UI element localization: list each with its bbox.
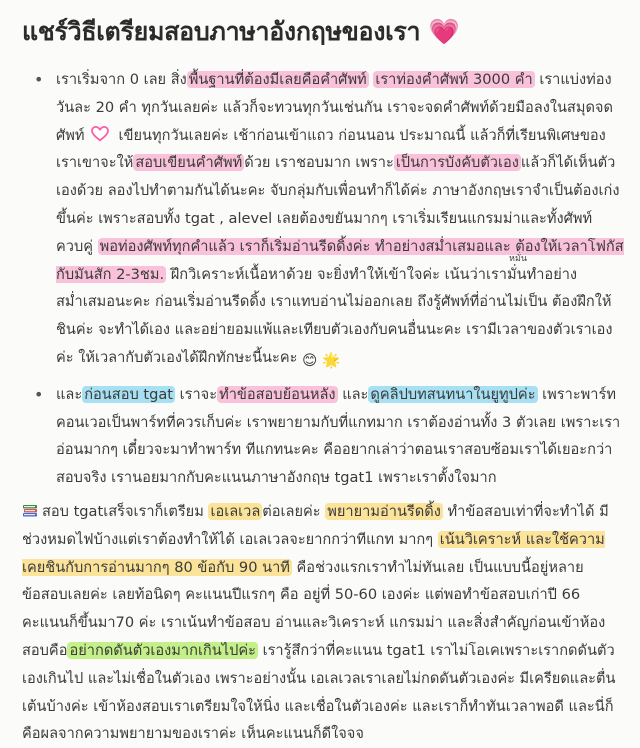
highlight-yellow: เน้นวิเคราะห์ และใช้ความเคยชินกับการอ่านมากๆ 80 ข้อกับ 90 นาที [22, 530, 605, 576]
text-segment: และ [56, 385, 83, 403]
title-text: แชร์วิธีเตรียมสอบภาษาอังกฤษของเรา [22, 17, 421, 46]
heart-outline-icon [91, 126, 109, 142]
highlight-blue: ก่อนสอบ tgat [84, 385, 174, 403]
highlight-blue: ดูคลิปบทสนทนาในยูทูปค่ะ [370, 385, 536, 403]
highlight-pink: พอท่องศัพท์ทุกคำแล้ว เราก็เริ่มอ่านรีดดิ้งค่ะ ทำอย่างสม่ำเสมอและ ต้องให้เวลาโฟกัสกับมันสัก 2-3ชม. [56, 237, 624, 283]
text-segment: เราเริ่มจาก 0 เลย สิ่ง [56, 71, 187, 88]
highlight-pink: เป็นการบังคับตัวเอง [395, 154, 519, 172]
books-emoji-icon [22, 503, 38, 519]
smile-star-emoji-icon: 😊 🌟 [302, 351, 341, 369]
text-segment: เขียนทุกวันเลยค่ะ เช้าก่อนเข้าแถว ก่อนนอน ประมาณนี้ แล้วก็ที่เรียนพิเศษของเราเขาจะให้ [56, 126, 606, 172]
text-segment: ด้วย เราชอบมาก เพราะ [244, 154, 394, 172]
highlight-yellow: เอเลเวล [210, 502, 261, 520]
bullet-item-vocab [56, 66, 624, 375]
highlight-pink: สอบเขียนคำศัพท์ [135, 154, 243, 172]
text-segment: ฝึกวิเคราะห์เนื้อหาด้วย จะยิ่งทำให้เข้าใจค่ะ เน้นว่าเรา [166, 265, 508, 283]
text-segment: ต่อเลยค่ะ [262, 502, 326, 520]
highlight-pink: เราท่องคำศัพท์ 3000 คำ [375, 71, 533, 88]
text-segment: มั่นทำอย่างสม่ำเสมอนะคะ ก่อนเริ่มอ่านรีดดิ้ง เราแทบอ่านไม่ออกเลย ถึงรู้ศัพท์ที่อ่านไม่เป็น ต้องฝึกให้ชินค่ะ จะทำได้เอง และอย่ายอมแพ้และเทียบตัวเองกับคนอื่นนะคะ เรามีเวลาของตัวเราเองค่ะ ให้เวลากับตัวเองได้ฝึกทักษะนี้นะคะ [56, 265, 613, 366]
text-segment: แล้วก็ได้เห็นตัวเองด้วย ลองไปทำตามกันได้นะคะ จับกลุ่มกับเพื่อนทำก็ได้ค่ะ ภาษาอังกฤษเราจำเป็นต้องเก่งขึ้นค่ะ เพราะสอบทั้ง tgat , alevel เลยต้องขยันมากๆ เราเริ่มเรียนแกรมม่าและทั้งศัพท์ควบคู่ [56, 154, 620, 255]
correction-text: หมั่น [509, 253, 528, 264]
post-title [22, 12, 624, 52]
text-segment: สอบ tgatเสร็จเราก็เตรียม [42, 502, 209, 520]
text-segment: เราแบ่งท่องวันละ 20 คำ ทุกวันเลยค่ะ แล้วก็จะทวนทุกวันเช่นกัน เราจะจดคำศัพท์ด้วยมือลงในสมุดจดศัพท์ [56, 71, 613, 144]
text-segment: คือช่วงแรกเราทำไม่ทันเลย เป็นแบบนี้อยู่หลายข้อสอบเลยค่ะ เลยท้อนิดๆ คะแนนปีแรกๆ คือ อยู่ที่ 50-60 เองค่ะ แต่พอทำข้อสอบเก่าปี 66 คะแนนก็ขึ้นมา70 ค่ะ เราเน้นทำข้อสอบ อ่านและวิเคราะห์ แกรมม่า และสิ่งสำคัญก่อนเข้าห้องสอบคือ [22, 558, 606, 659]
heart-emoji-icon: 💗 [420, 17, 460, 46]
text-segment: เรารู้สึกว่าที่คะแนน tgat1 เราไม่โอเคเพราะเรากดดันตัวเองเกินไป และไม่เชื่อในตัวเอง เพราะอย่างนั้น เอเลเวลเราเลยไม่กดดันตัวเองค่ะ มีเครียดและตื่นเต้นบ้างค่ะ เข้าห้องสอบเราเตรียมใจให้นิ่ง และเชื่อในตัวเองค่ะ และเราก็ทำทันเวลาพอดี และนี่ก็คือผลจากความพยายามของเราค่ะ เห็นคะแนนก็ดีใจจจ [22, 641, 616, 743]
text-segment: เราจะ [175, 385, 218, 403]
bullet-list [22, 66, 624, 492]
text-segment: ทำข้อสอบเท่าที่จะทำได้ มีช่วงหมดไฟบ้างแต่เราต้องทำให้ได้ เอเลเวลจะยากกว่าทีแกท มากๆ [22, 502, 609, 548]
text-segment: เพราะพาร์ทคอนเวอเป็นพาร์ทที่ควรเก็บค่ะ เราพยายามกับที่แกทมาก เราต้องอ่านทั้ง 3 ตัวเลย เพราะเราอ่อนมากๆ เดี๋ยวจะมาทำพาร์ท ทีแกทนะคะ คืออยากเล่าว่าตอนเราสอบซ้อมเราได้เยอะกว่าสอบจริง เรานอยมากกับคะแนนภาษาอังกฤษ tgat1 เพราะเราตั้งใจมาก [56, 385, 621, 487]
highlight-pink: พื้นฐานที่ต้องมีเลยคือคำศัพท์ [188, 71, 367, 88]
highlight-green: อย่ากดดันตัวเองมากเกินไปค่ะ [69, 641, 256, 659]
alevel-paragraph [22, 498, 624, 748]
highlight-pink: ทำข้อสอบย้อนหลัง [219, 385, 336, 403]
highlight-yellow: พยายามอ่านรีดดิ้ง [327, 502, 441, 520]
text-segment: และ [337, 385, 369, 403]
bullet-item-tgat [56, 381, 624, 492]
